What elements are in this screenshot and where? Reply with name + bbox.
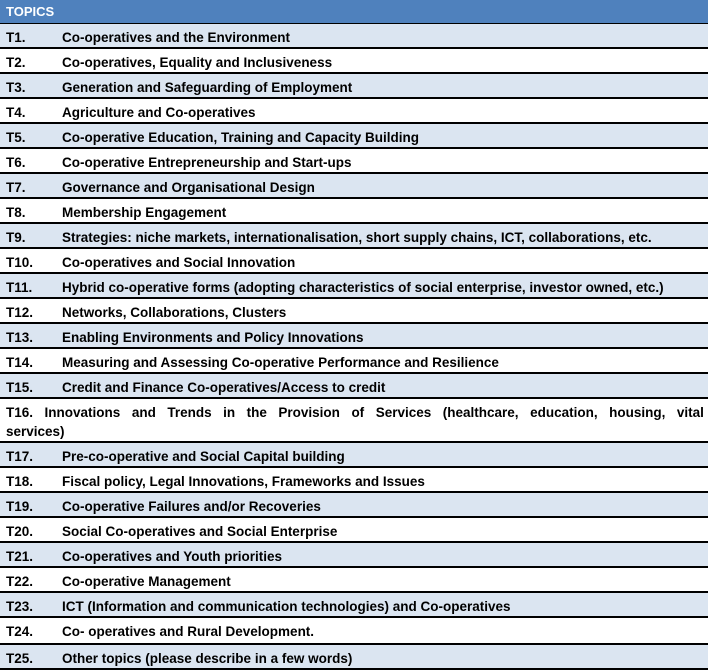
topic-row: [0, 224, 708, 249]
topic-text-word: Services: [375, 405, 432, 420]
topic-text-word: housing,: [609, 405, 666, 420]
topic-text-continued: services): [6, 424, 65, 439]
topic-text-word: education,: [530, 405, 598, 420]
topic-number: T15.: [6, 380, 34, 395]
topic-text: Networks, Collaborations, Clusters: [62, 305, 287, 320]
topic-number: T18.: [6, 474, 34, 489]
topic-text: Other topics (please describe in a few words): [62, 651, 353, 666]
topic-row: [0, 199, 708, 224]
topic-row: [0, 399, 708, 443]
topic-text-word: (healthcare,: [442, 405, 519, 420]
topic-row: [0, 443, 708, 468]
topic-text: Co-operatives and the Environment: [62, 30, 291, 45]
topic-text: Pre-co-operative and Social Capital building: [62, 449, 345, 464]
topic-row: [0, 349, 708, 374]
topic-number: T24.: [6, 624, 34, 639]
topic-text: ICT (Information and communication technologies) and Co-operatives: [62, 599, 511, 614]
topic-number: T22.: [6, 574, 34, 589]
topic-text: Enabling Environments and Policy Innovations: [62, 330, 364, 345]
topic-text: Fiscal policy, Legal Innovations, Frameworks and Issues: [62, 474, 425, 489]
topic-row: [0, 493, 708, 518]
topic-row: [0, 324, 708, 349]
topic-number: T14.: [6, 355, 34, 370]
topic-number: T19.: [6, 499, 34, 514]
topic-text: Co-operatives and Youth priorities: [62, 549, 283, 564]
topic-row: [0, 149, 708, 174]
topic-row: [0, 618, 708, 645]
topic-text: Membership Engagement: [62, 205, 227, 220]
topic-text: Strategies: niche markets, internationalisation, short supply chains, ICT, collaborations, etc.: [62, 230, 652, 245]
topic-number: T10.: [6, 255, 34, 270]
topic-number: T20.: [6, 524, 34, 539]
topic-row: [0, 174, 708, 199]
topic-row: [0, 374, 708, 399]
topic-text-word: Innovations: [44, 405, 121, 420]
topic-text-word: vital: [676, 405, 704, 420]
topic-text: Generation and Safeguarding of Employment: [62, 80, 353, 95]
topic-number: T25.: [6, 651, 34, 666]
topic-row: [0, 518, 708, 543]
topic-number: T12.: [6, 305, 34, 320]
topic-row: [0, 468, 708, 493]
topic-row: [0, 249, 708, 274]
topic-text-word: the: [246, 405, 267, 420]
topic-text-word: in: [223, 405, 236, 420]
topic-row: [0, 299, 708, 324]
topic-text: Governance and Organisational Design: [62, 180, 315, 195]
topic-text: Credit and Finance Co-operatives/Access to credit: [62, 380, 386, 395]
topic-text-word: and: [131, 405, 156, 420]
topic-number: T1.: [6, 30, 26, 45]
topic-text: Measuring and Assessing Co-operative Performance and Resilience: [62, 355, 499, 370]
topic-number: T8.: [6, 205, 26, 220]
topic-number: T11.: [6, 280, 33, 295]
topic-number: T2.: [6, 55, 26, 70]
header-title: TOPICS: [6, 4, 55, 19]
table-header: [0, 0, 708, 24]
topic-text: Co-operative Education, Training and Capacity Building: [62, 130, 420, 145]
topic-number: T3.: [6, 80, 26, 95]
topic-text: Co-operatives, Equality and Inclusiveness: [62, 55, 333, 70]
topic-number: T5.: [6, 130, 26, 145]
topic-number: T6.: [6, 155, 26, 170]
topic-text-word: Trends: [167, 405, 212, 420]
topic-number: T21.: [6, 549, 34, 564]
topic-number: T7.: [6, 180, 26, 195]
topic-row: [0, 568, 708, 593]
topic-row: [0, 593, 708, 618]
topic-text: Co-operative Failures and/or Recoveries: [62, 499, 321, 514]
topic-row: [0, 274, 708, 299]
topic-row: [0, 124, 708, 149]
topic-number: T17.: [6, 449, 34, 464]
topic-text: Co-operatives and Social Innovation: [62, 255, 296, 270]
topic-text: Hybrid co-operative forms (adopting characteristics of social enterprise, investor owned, etc.): [62, 280, 664, 295]
topics-list: [0, 24, 708, 670]
topic-row: [0, 24, 708, 49]
topic-number: T9.: [6, 230, 26, 245]
topic-row: [0, 543, 708, 568]
topic-text: Social Co-operatives and Social Enterprise: [62, 524, 338, 539]
topic-text: Agriculture and Co-operatives: [62, 105, 256, 120]
topic-text-word: of: [351, 405, 365, 420]
topic-number: T23.: [6, 599, 34, 614]
topic-number: T16.: [6, 405, 34, 420]
topic-text: Co- operatives and Rural Development.: [62, 624, 315, 639]
topic-text: Co-operative Entrepreneurship and Start-ups: [62, 155, 352, 170]
topic-number: T13.: [6, 330, 34, 345]
topic-number: T4.: [6, 105, 26, 120]
topic-row: [0, 49, 708, 74]
topic-row: [0, 645, 708, 670]
topic-text-word: Provision: [278, 405, 340, 420]
topic-row: [0, 99, 708, 124]
topic-text: Co-operative Management: [62, 574, 231, 589]
topic-row: [0, 74, 708, 99]
